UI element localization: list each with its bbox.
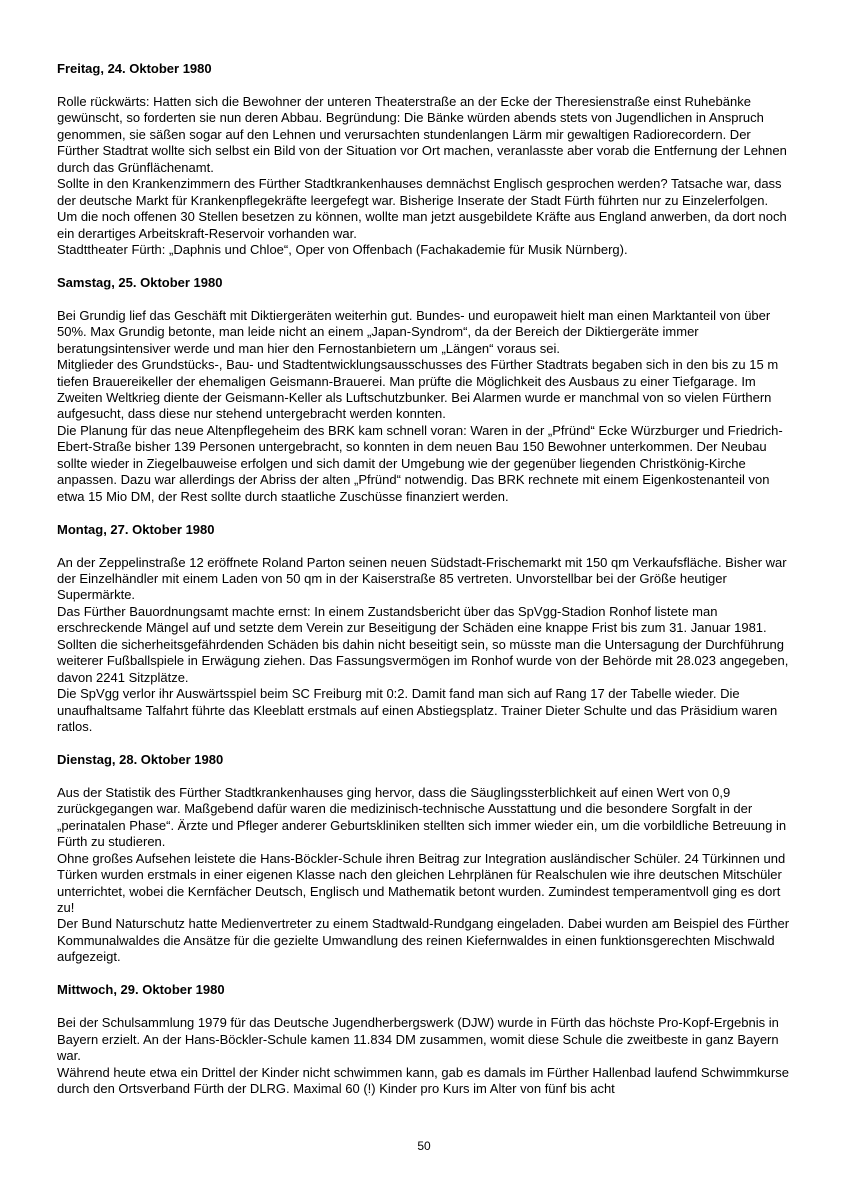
paragraph: Aus der Statistik des Fürther Stadtkrankenhauses ging hervor, dass die Säuglingssterblichkeit auf einen Wert von 0,9 zurückgegangen war. Maßgebend dafür waren die medizinisch-technische Ausstattung und die besondere Sorgfalt in der „perinatalen Phase“. Ärzte und Pfleger anderer Geburtskliniken stellten sich immer wieder ein, um die vorbildliche Betreuung in Fürth zu studieren. [57,784,787,850]
section-heading: Samstag, 25. Oktober 1980 [57,274,223,290]
section-samstag-25-oktober [57,275,790,505]
paragraph: Rolle rückwärts: Hatten sich die Bewohner der unteren Theaterstraße an der Ecke der Theresienstraße einst Ruhebänke gewünscht, so forderten sie nun deren Abbau. Begründung: Die Bänke würden abends stets von Jugendlichen in Anspruch genommen, sie säßen sogar auf den Lehnen und verursachten stundenlangen Lärm mir gewaltigen Radiorecordern. Der Fürther Stadtrat wollte sich selbst ein Bild von der Situation vor Ort machen, veranlasste aber vorab die Entfernung der Lehnen durch das Grünflächenamt. [57,93,787,175]
section-heading: Freitag, 24. Oktober 1980 [57,61,212,76]
section-mittwoch-29-oktober [57,982,790,1097]
paragraph: Die Planung für das neue Altenpflegeheim des BRK kam schnell voran: Waren in der „Pfründ“ Ecke Würzburger und Friedrich-Ebert-Straße bisher 139 Personen untergebracht, so konnten in dem neuen Bau 150 Bewohner unterkommen. Der Neubau sollte wieder in Ziegelbauweise erfolgen und sich damit der Umgebung wie der gegenüber liegenden Christkönig-Kirche anpassen. Dazu war allerdings der Abriss der alten „Pfründ“ notwendig. Das BRK rechnete mit einem Eigenkostenanteil von etwa 15 Mio DM, der Rest sollte durch staatliche Zuschüsse finanziert werden. [57,422,783,504]
section-heading: Montag, 27. Oktober 1980 [57,521,215,537]
paragraph: Mitglieder des Grundstücks-, Bau- und Stadtentwicklungsausschusses des Fürther Stadtrats begaben sich in den bis zu 15 m tiefen Brauereikeller der ehemaligen Geismann-Brauerei. Man prüfte die Möglichkeit des Ausbaus zu einer Tiefgarage. Im Zweiten Weltkrieg diente der Geismann-Keller als Luftschutzbunker. Bei Alarmen wurde er manchmal von so vielen Fürthern aufgesucht, dass diese nur stehend untergebracht werden konnten. [57,357,779,422]
paragraph: Ohne großes Aufsehen leistete die Hans-Böckler-Schule ihren Beitrag zur Integration ausländischer Schüler. 24 Türkinnen und Türken wurden erstmals in einer eigenen Klasse nach den gleichen Lehrplänen für Realschulen wie ihre deutschen Mitschüler unterrichtet, wobei die Kernfächer Deutsch, Englisch und Mathematik betont wurden. Zumindest temperamentvoll ging es dort zu! [57,850,786,915]
paragraph: Während heute etwa ein Drittel der Kinder nicht schwimmen kann, gab es damals im Fürther Hallenbad laufend Schwimmkurse durch den Ortsverband Fürth der DLRG. Maximal 60 (!) Kinder pro Kurs im Alter von fünf bis acht [57,1064,789,1096]
paragraph: Sollte in den Krankenzimmern des Fürther Stadtkrankenhauses demnächst Englisch gesprochen werden? Tatsache war, dass der deutsche Markt für Krankenpflegekräfte leergefegt war. Bisherige Inserate der Stadt Fürth führten nur zu Einzelerfolgen. Um die noch offenen 30 Stellen besetzen zu können, wollte man jetzt ausgebildete Kräfte aus England anwerben, da dort noch ein derartiges Arbeitskraft-Reservoir vorhanden war. [57,176,787,241]
paragraph: Stadttheater Fürth: „Daphnis und Chloe“, Oper von Offenbach (Fachakademie für Musik Nürnberg). [57,241,628,257]
paragraph: An der Zeppelinstraße 12 eröffnete Roland Parton seinen neuen Südstadt-Frischemarkt mit 150 qm Verkaufsfläche. Bisher war der Einzelhändler mit einem Laden von 50 qm in der Kaiserstraße 85 vertreten. Unvorstellbar bei der Größe heutiger Supermärkte. [57,554,787,603]
document-content [57,61,790,1097]
paragraph: Bei Grundig lief das Geschäft mit Diktiergeräten weiterhin gut. Bundes- und europaweit hielt man einen Marktanteil von über 50%. Max Grundig betonte, man leide nicht an einem „Japan-Syndrom“, da der Bereich der Diktiergeräte immer beratungsintensiver werde und man hier den Fernostanbietern um „Längen“ voraus sei. [57,307,771,356]
section-heading: Dienstag, 28. Oktober 1980 [57,751,224,767]
paragraph: Bei der Schulsammlung 1979 für das Deutsche Jugendherbergswerk (DJW) wurde in Fürth das höchste Pro-Kopf-Ergebnis in Bayern erzielt. An der Hans-Böckler-Schule kamen 11.834 DM zusammen, womit diese Schule die zweitbeste in ganz Bayern war. [57,1015,779,1064]
section-freitag-24-oktober [57,61,790,258]
page-number: 50 [417,1139,431,1153]
section-montag-27-oktober [57,522,790,736]
section-dienstag-28-oktober [57,752,790,966]
paragraph: Der Bund Naturschutz hatte Medienvertreter zu einem Stadtwald-Rundgang eingeladen. Dabei wurden am Beispiel des Fürther Kommunalwaldes die Ansätze für die gezielte Umwandlung des reinen Kiefernwaldes in einen funktionsgerechten Mischwald aufgezeigt. [57,916,790,965]
paragraph: Das Fürther Bauordnungsamt machte ernst: In einem Zustandsbericht über das SpVgg-Stadion Ronhof listete man erschreckende Mängel auf und setzte dem Verein zur Beseitigung der Schäden eine knappe Frist bis zum 31. Januar 1981. Sollten die sicherheitsgefährdenden Schäden bis dahin nicht beseitigt sein, so müsste man die Untersagung der Durchführung weiterer Fußballspiele in Erwägung ziehen. Das Fassungsvermögen im Ronhof wurde von der Behörde mit 28.023 angegeben, davon 2241 Sitzplätze. [57,603,789,685]
paragraph: Die SpVgg verlor ihr Auswärtsspiel beim SC Freiburg mit 0:2. Damit fand man sich auf Rang 17 der Tabelle wieder. Die unaufhaltsame Talfahrt führte das Kleeblatt erstmals auf einen Abstiegsplatz. Trainer Dieter Schulte und das Präsidium waren ratlos. [57,686,778,735]
section-heading: Mittwoch, 29. Oktober 1980 [57,982,225,998]
